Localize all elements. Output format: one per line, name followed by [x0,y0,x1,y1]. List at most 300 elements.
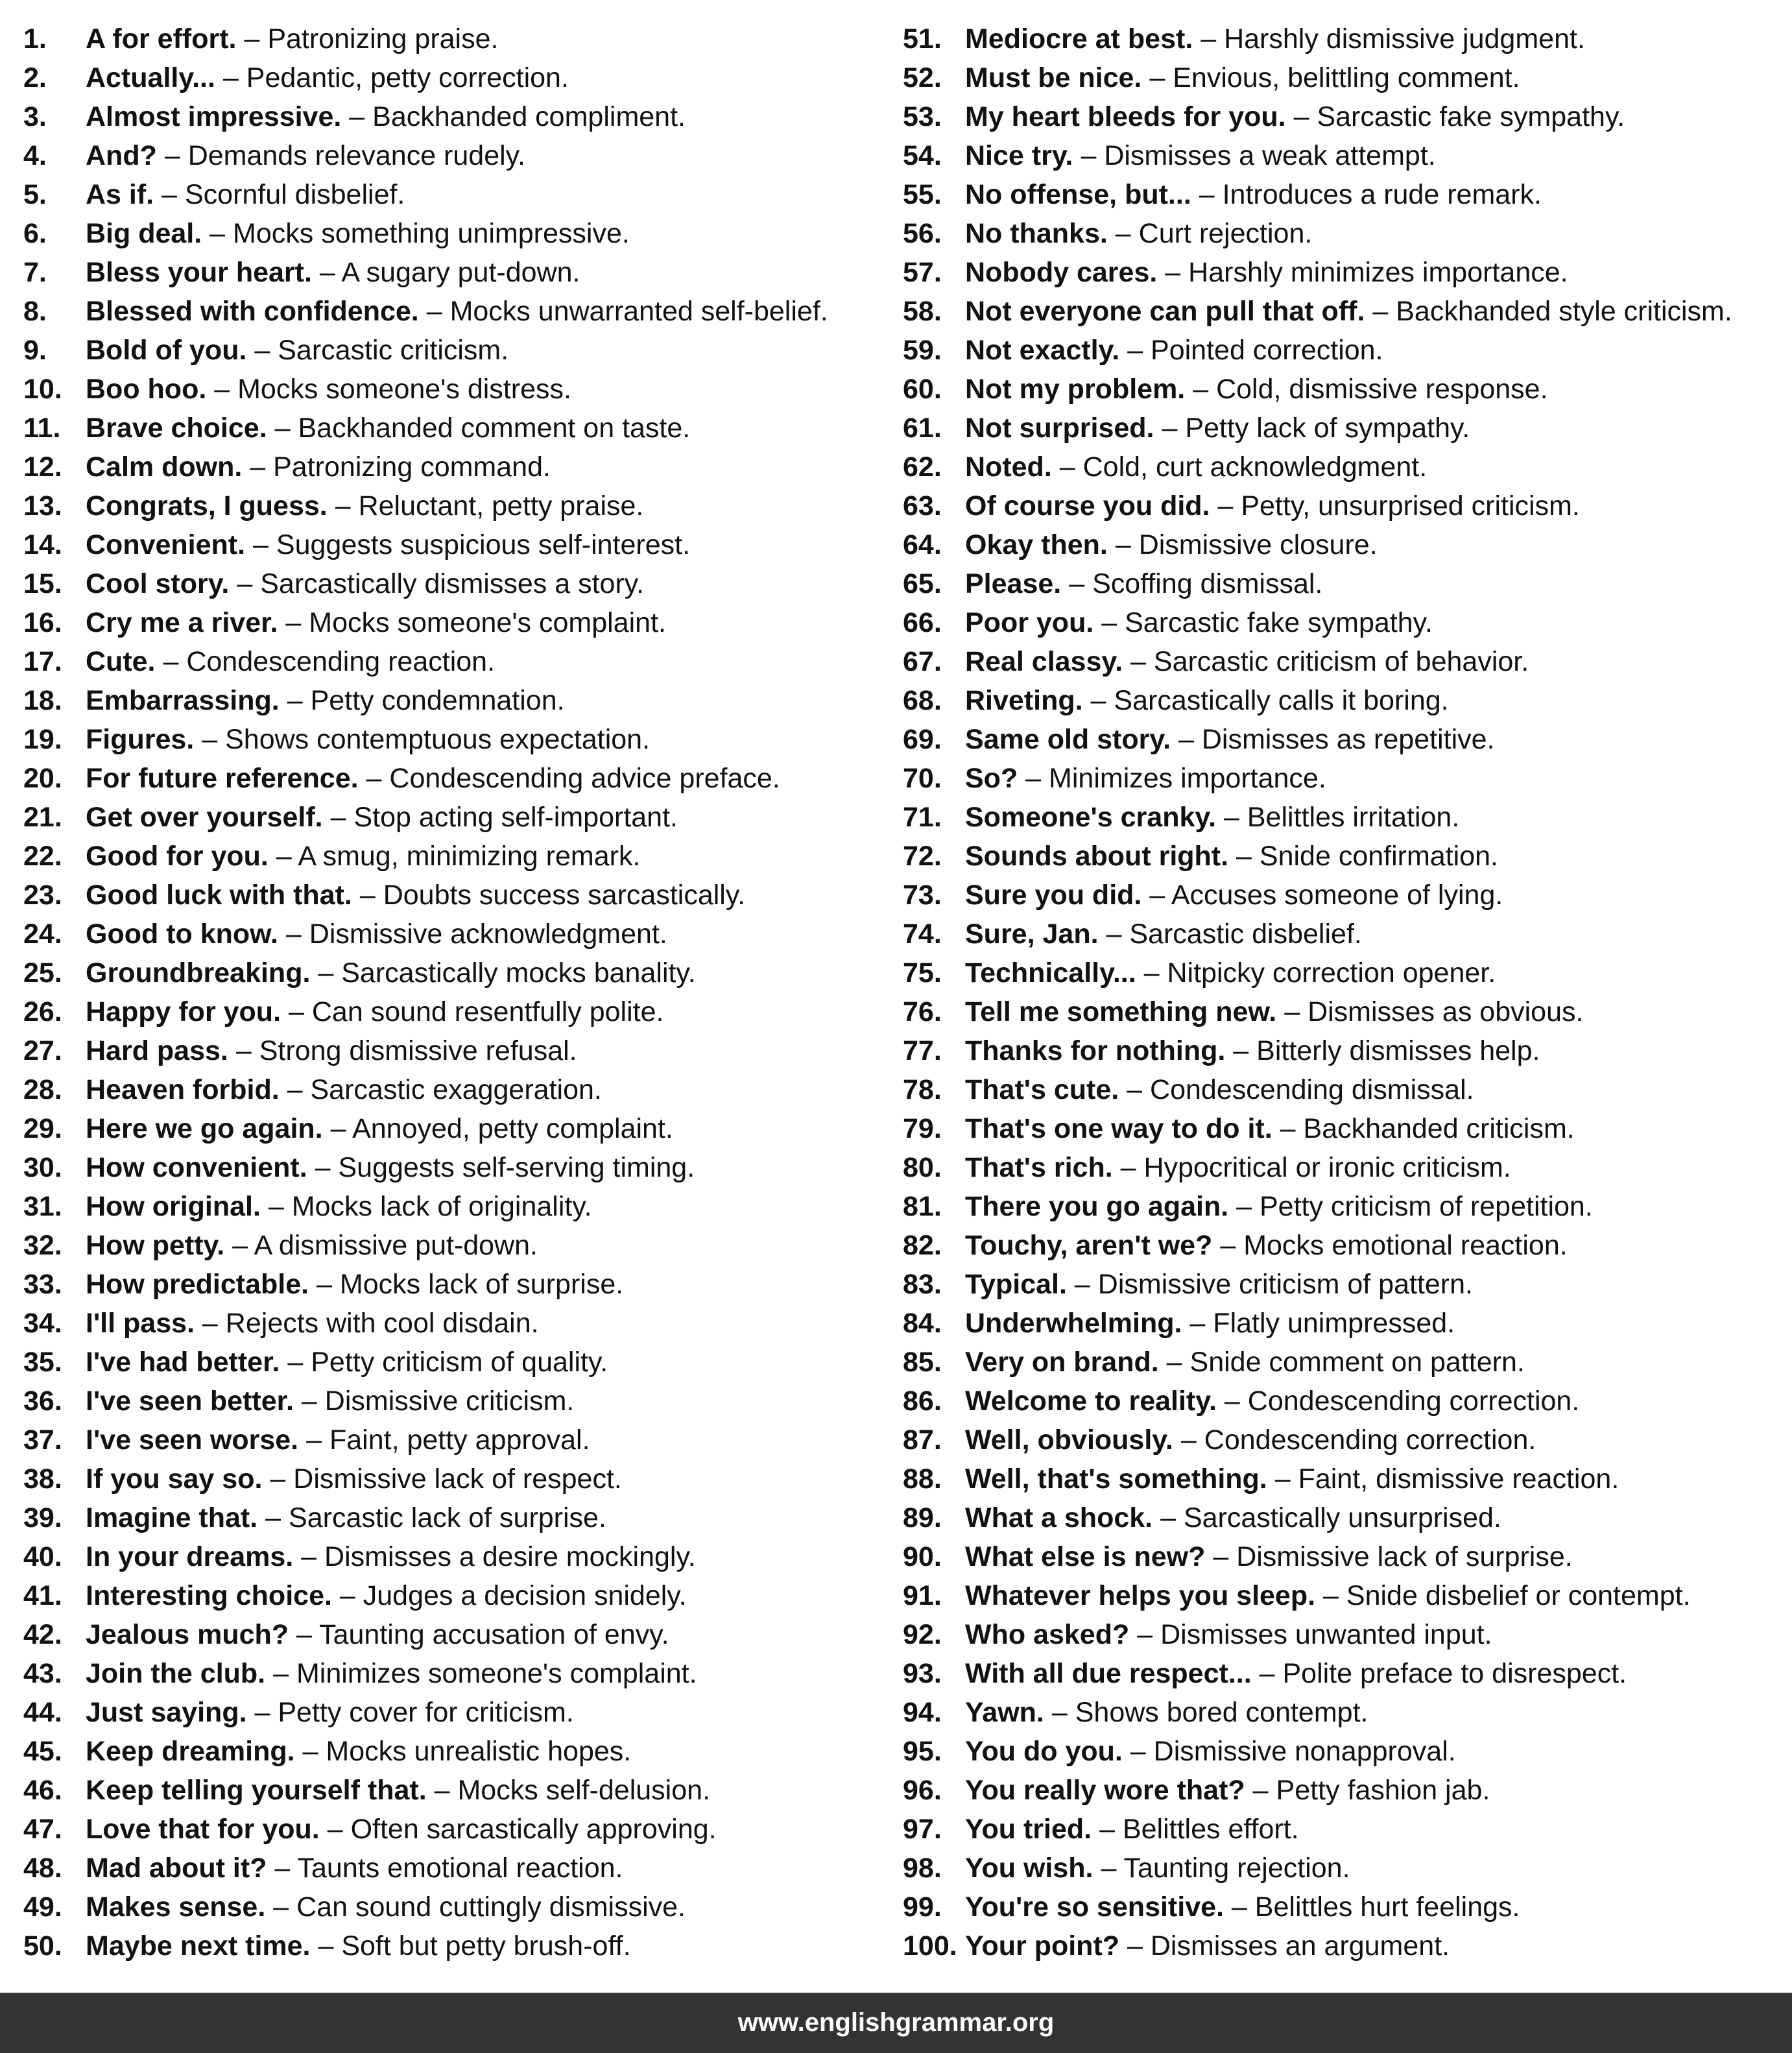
left-column [23,19,866,1965]
item-separator: – [1252,1775,1269,1806]
item-meaning: Mocks someone's distress. [237,374,571,405]
item-text [965,214,1312,253]
item-number: 85. [903,1347,942,1378]
item-number: 81. [903,1191,942,1222]
list-item [903,1927,1785,1965]
item-text [965,253,1568,292]
item-separator: – [1180,1424,1197,1456]
item-number: 23. [23,880,62,911]
item-number: 46. [23,1775,62,1806]
item-number: 74. [903,918,942,950]
item-text [965,915,1362,954]
item-number: 62. [903,451,942,483]
item-text [965,1031,1540,1070]
item-number: 54. [903,140,942,171]
item-number: 78. [903,1074,942,1105]
item-number: 6. [23,218,47,249]
item-phrase: Brave choice. [86,413,267,444]
item-phrase: Nice try. [965,140,1073,171]
item-separator: – [1074,1269,1090,1300]
list-item [23,564,866,603]
item-separator: – [335,490,351,522]
item-separator: – [253,529,269,560]
item-phrase: Jealous much? [86,1619,289,1650]
item-phrase: Actually... [86,62,215,93]
item-separator: – [276,841,292,872]
list-item [903,19,1785,58]
item-number: 57. [903,257,942,288]
item-separator: – [301,1541,317,1572]
item-meaning: Shows contemptuous expectation. [225,724,651,755]
item-meaning: Cold, dismissive response. [1216,374,1548,405]
item-meaning: Mocks someone's complaint. [309,607,666,638]
list-item [903,331,1785,370]
list-item [23,798,866,837]
item-number: 38. [23,1463,62,1495]
item-text [86,1732,631,1771]
item-number: 20. [23,763,62,794]
item-text [86,1576,687,1615]
item-phrase: Mad about it? [86,1853,267,1884]
list-item [23,1615,866,1654]
item-meaning: Judges a decision snidely. [363,1580,687,1611]
list-item [23,992,866,1031]
item-separator: – [1127,1074,1143,1105]
item-meaning: Dismisses as repetitive. [1201,724,1495,755]
item-phrase: That's one way to do it. [965,1113,1272,1144]
item-meaning: Suggests self-serving timing. [338,1152,695,1183]
item-meaning: Pedantic, petty correction. [246,62,569,93]
item-separator: – [1149,880,1165,911]
item-meaning: Dismisses a desire mockingly. [324,1541,696,1572]
item-number: 17. [23,646,62,677]
item-phrase: Good luck with that. [86,880,352,911]
item-meaning: Dismissive nonapproval. [1153,1736,1456,1767]
list-item [903,1888,1785,1927]
item-text [965,1576,1691,1615]
item-text [965,136,1436,175]
item-separator: – [1259,1658,1275,1689]
item-separator: – [318,957,334,989]
item-text [86,876,745,915]
item-text [965,720,1495,759]
item-number: 83. [903,1269,942,1300]
item-meaning: Mocks lack of originality. [291,1191,592,1222]
item-number: 36. [23,1386,62,1417]
item-meaning: Petty criticism of quality. [311,1347,608,1378]
item-number: 13. [23,490,62,522]
item-meaning: Sarcastic fake sympathy. [1125,607,1433,638]
item-meaning: Introduces a rude remark. [1222,179,1542,210]
item-separator: – [301,1386,317,1417]
item-meaning: Sarcastically unsurprised. [1183,1502,1501,1533]
item-phrase: Whatever helps you sleep. [965,1580,1316,1611]
list-item [903,136,1785,175]
item-phrase: I've had better. [86,1347,280,1378]
item-separator: – [1059,451,1075,483]
item-number: 63. [903,490,942,522]
item-number: 77. [903,1035,942,1066]
item-phrase: Groundbreaking. [86,957,311,989]
item-phrase: Well, obviously. [965,1424,1173,1456]
item-phrase: Tell me something new. [965,996,1277,1027]
list-item [23,1265,866,1304]
item-meaning: Can sound cuttingly dismissive. [296,1891,686,1923]
list-item [903,1304,1785,1343]
item-text [86,253,580,292]
item-text [86,1537,696,1576]
item-phrase: Bless your heart. [86,257,312,288]
item-phrase: Sounds about right. [965,841,1229,872]
item-text [965,448,1427,486]
item-text [86,1343,608,1382]
item-separator: – [1130,646,1146,677]
item-number: 93. [903,1658,942,1689]
item-number: 35. [23,1347,62,1378]
item-text [86,798,678,837]
item-separator: – [273,1891,289,1923]
item-text [86,759,780,798]
item-meaning: Condescending advice preface. [389,763,780,794]
item-phrase: Mediocre at best. [965,23,1193,54]
item-text [86,58,569,97]
item-meaning: Stop acting self-important. [353,802,678,833]
list-item [903,1421,1785,1459]
list-item [903,759,1785,798]
item-text [86,1148,695,1187]
item-separator: – [349,101,365,132]
list-item [903,1771,1785,1810]
list-item [903,1615,1785,1654]
item-phrase: Imagine that. [86,1502,258,1533]
item-phrase: What else is new? [965,1541,1206,1572]
item-text [86,1304,539,1343]
item-number: 59. [903,335,942,366]
list-item [903,409,1785,448]
list-item [23,1693,866,1732]
item-text [965,1226,1568,1265]
item-text [965,58,1520,97]
item-meaning: Dismissive lack of respect. [293,1463,622,1495]
item-phrase: Maybe next time. [86,1930,311,1962]
item-text [965,1849,1350,1888]
item-separator: – [1051,1697,1068,1728]
item-phrase: Big deal. [86,218,202,249]
item-text [965,97,1625,136]
list-item [23,837,866,876]
item-meaning: Dismissive lack of surprise. [1236,1541,1573,1572]
item-meaning: Harshly minimizes importance. [1188,257,1568,288]
item-separator: – [359,880,376,911]
item-text [86,1810,717,1849]
item-text [86,1888,686,1927]
item-separator: – [1101,1853,1117,1884]
item-phrase: I've seen better. [86,1386,294,1417]
item-phrase: You tried. [965,1814,1092,1845]
item-separator: – [222,62,239,93]
item-text [965,175,1542,214]
item-separator: – [1025,763,1042,794]
list-item [23,136,866,175]
item-phrase: Not surprised. [965,413,1154,444]
item-meaning: Demands relevance rudely. [187,140,525,171]
item-phrase: Happy for you. [86,996,281,1027]
item-separator: – [164,140,180,171]
list-item [23,1343,866,1382]
item-text [965,876,1503,915]
item-phrase: Your point? [965,1930,1120,1962]
list-item [23,1771,866,1810]
item-number: 33. [23,1269,62,1300]
item-phrase: For future reference. [86,763,359,794]
item-text [86,1654,697,1693]
item-number: 100. [903,1930,957,1962]
item-meaning: Minimizes importance. [1049,763,1326,794]
item-separator: – [1090,685,1106,716]
item-phrase: Blessed with confidence. [86,296,419,327]
item-phrase: Boo hoo. [86,374,207,405]
item-number: 12. [23,451,62,483]
item-meaning: Minimizes someone's complaint. [296,1658,697,1689]
item-separator: – [274,1853,291,1884]
item-meaning: Strong dismissive refusal. [259,1035,577,1066]
item-number: 18. [23,685,62,716]
item-phrase: Here we go again. [86,1113,323,1144]
item-text [965,1382,1579,1421]
item-separator: – [232,1230,248,1261]
item-phrase: No offense, but... [965,179,1191,210]
item-separator: – [1120,1152,1136,1183]
item-number: 27. [23,1035,62,1066]
item-phrase: Same old story. [965,724,1171,755]
item-meaning: Suggests suspicious self-interest. [276,529,691,560]
item-phrase: Almost impressive. [86,101,342,132]
item-text [86,97,686,136]
item-meaning: Condescending dismissal. [1150,1074,1474,1105]
item-separator: – [1280,1113,1296,1144]
item-meaning: Accuses someone of lying. [1171,880,1503,911]
item-separator: – [1160,1502,1176,1533]
item-text [86,486,643,525]
list-item [23,1304,866,1343]
item-number: 96. [903,1775,942,1806]
item-text [965,1148,1511,1187]
item-phrase: That's rich. [965,1152,1113,1183]
item-meaning: Dismisses an argument. [1150,1930,1450,1962]
item-phrase: My heart bleeds for you. [965,101,1286,132]
list-item [23,1576,866,1615]
item-text [86,1927,631,1965]
item-text [965,1304,1455,1343]
item-number: 3. [23,101,47,132]
item-separator: – [1069,568,1085,599]
item-separator: – [1189,1308,1206,1339]
item-number: 29. [23,1113,62,1144]
item-text [965,954,1496,992]
item-meaning: Faint, petty approval. [329,1424,590,1456]
item-text [86,915,667,954]
item-number: 88. [903,1463,942,1495]
item-number: 19. [23,724,62,755]
list-item [23,876,866,915]
item-separator: – [235,1035,252,1066]
item-separator: – [1201,23,1217,54]
item-separator: – [1274,1463,1291,1495]
item-number: 30. [23,1152,62,1183]
item-number: 97. [903,1814,942,1845]
item-meaning: Reluctant, petty praise. [358,490,644,522]
item-meaning: Patronizing praise. [267,23,499,54]
list-item [903,1498,1785,1537]
item-meaning: Condescending correction. [1204,1424,1536,1456]
item-separator: – [327,1814,343,1845]
item-phrase: Technically... [965,957,1136,989]
item-phrase: Okay then. [965,529,1108,560]
item-meaning: Flatly unimpressed. [1213,1308,1455,1339]
item-phrase: Good for you. [86,841,269,872]
item-meaning: Nitpicky correction opener. [1167,957,1496,989]
item-number: 75. [903,957,942,989]
list-item [903,798,1785,837]
item-number: 22. [23,841,62,872]
item-number: 76. [903,996,942,1027]
item-text [86,603,666,642]
list-item [903,1265,1785,1304]
list-item [903,1070,1785,1109]
item-meaning: Petty cover for criticism. [278,1697,574,1728]
item-separator: – [1127,1930,1143,1962]
item-number: 89. [903,1502,942,1533]
item-phrase: Not exactly. [965,335,1120,366]
item-separator: – [317,1269,332,1300]
item-phrase: Poor you. [965,607,1094,638]
item-phrase: If you say so. [86,1463,263,1495]
item-text [86,175,405,214]
item-separator: – [434,1775,450,1806]
item-phrase: Someone's cranky. [965,802,1217,833]
item-separator: – [274,413,291,444]
item-separator: – [1323,1580,1339,1611]
item-phrase: As if. [86,179,154,210]
item-separator: – [330,802,346,833]
item-number: 48. [23,1853,62,1884]
item-text [86,292,828,331]
list-item [903,214,1785,253]
item-separator: – [1099,1814,1115,1845]
item-number: 66. [903,607,942,638]
item-number: 52. [903,62,942,93]
list-item [903,1031,1785,1070]
item-text [965,1615,1492,1654]
item-meaning: Can sound resentfully polite. [311,996,664,1027]
list-item [903,837,1785,876]
list-item [23,1031,866,1070]
item-meaning: Dismisses a weak attempt. [1104,140,1436,171]
item-text [965,1732,1456,1771]
item-separator: – [1101,607,1117,638]
item-separator: – [1115,218,1131,249]
item-meaning: Dismisses as obvious. [1308,996,1584,1027]
list-item [23,1498,866,1537]
item-number: 58. [903,296,942,327]
item-phrase: Interesting choice. [86,1580,332,1611]
item-meaning: Petty condemnation. [310,685,565,716]
item-meaning: A smug, minimizing remark. [298,841,641,872]
item-phrase: Real classy. [965,646,1123,677]
item-phrase: Underwhelming. [965,1308,1182,1339]
item-phrase: I'll pass. [86,1308,195,1339]
item-text [965,19,1585,58]
item-separator: – [214,374,230,405]
item-text [86,992,663,1031]
item-separator: – [202,724,218,755]
item-meaning: Mocks something unimpressive. [233,218,630,249]
item-separator: – [1115,529,1131,560]
item-phrase: Please. [965,568,1062,599]
item-separator: – [287,685,303,716]
item-meaning: Backhanded style criticism. [1396,296,1732,327]
list-item [23,58,866,97]
list-item [903,1654,1785,1693]
item-phrase: Bold of you. [86,335,247,366]
item-meaning: Faint, dismissive reaction. [1298,1463,1619,1495]
item-number: 82. [903,1230,942,1261]
item-separator: – [268,1191,284,1222]
footer-url[interactable]: www.englishgrammar.org [737,2008,1055,2037]
item-text [965,1771,1490,1810]
item-text [965,1888,1520,1927]
item-number: 14. [23,529,62,560]
list-item [903,1109,1785,1148]
item-phrase: Sure, Jan. [965,918,1099,950]
item-number: 41. [23,1580,62,1611]
item-text [86,1771,710,1810]
list-item [903,954,1785,992]
item-number: 40. [23,1541,62,1572]
item-phrase: Not everyone can pull that off. [965,296,1365,327]
item-text [86,1031,577,1070]
list-item [23,525,866,564]
item-text [86,1498,606,1537]
item-text [86,331,508,370]
list-item [23,1109,866,1148]
item-text [965,992,1583,1031]
list-item [23,681,866,720]
item-number: 90. [903,1541,942,1572]
item-number: 24. [23,918,62,950]
item-text [965,603,1433,642]
item-text [86,370,571,409]
item-text [965,564,1322,603]
item-number: 44. [23,1697,62,1728]
item-number: 50. [23,1930,62,1962]
item-text [965,486,1580,525]
item-meaning: Condescending correction. [1247,1386,1580,1417]
item-text [965,759,1326,798]
item-text [86,1265,623,1304]
list-item [903,1148,1785,1187]
item-text [965,1070,1474,1109]
item-separator: – [1217,490,1234,522]
item-phrase: Just saying. [86,1697,247,1728]
list-item [903,97,1785,136]
item-number: 86. [903,1386,942,1417]
item-meaning: Patronizing command. [273,451,551,483]
item-number: 87. [903,1424,942,1456]
item-separator: – [1199,179,1215,210]
item-phrase: Convenient. [86,529,246,560]
item-separator: – [1236,841,1252,872]
